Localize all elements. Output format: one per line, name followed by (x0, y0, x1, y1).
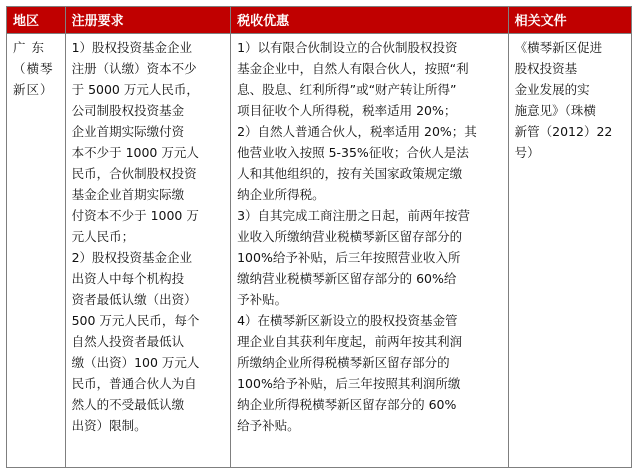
header-requirements: 注册要求 (65, 7, 231, 34)
text-line: 公司制股权投资基金 (71, 103, 185, 118)
text-line: 息、股息、红利所得”或“财产转让所得” (237, 82, 457, 97)
documents-text (509, 34, 631, 163)
text-line: 新区） (13, 82, 54, 97)
text-line: 缴（出资）100 万元人 (71, 355, 200, 370)
text-line: 4）在横琴新区新设立的股权投资基金管 (237, 313, 458, 328)
text-line: 1）以有限合伙制设立的合伙制股权投资 (237, 40, 458, 55)
text-line: 缴纳营业税横琴新区留存部分的 60%给 (237, 271, 457, 286)
text-line: 资者最低认缴（出资） (71, 292, 197, 307)
text-line: 出资人中每个机构投 (71, 271, 185, 286)
text-line: 新管（2012）22 (514, 124, 613, 139)
text-line: 人和其他组织的，按有关国家政策规定缴 (237, 166, 463, 181)
text-line: 企业首期实际缴付资 (71, 124, 185, 139)
text-line: 元人民币； (71, 229, 135, 244)
text-line: 业收入所缴纳营业税横琴新区留存部分的 (237, 229, 463, 244)
text-line: 2）自然人普通合伙人，税率适用 20%；其 (237, 124, 477, 139)
text-line: 股权投资基 (514, 61, 578, 76)
region-cell (7, 34, 66, 468)
tax-benefits-cell (231, 34, 509, 468)
requirements-text (66, 34, 231, 436)
header-documents: 相关文件 (508, 7, 631, 34)
text-line: 100%给予补贴，后三年按照营业收入所 (237, 250, 461, 265)
text-line: 3）自其完成工商注册之日起，前两年按营 (237, 208, 471, 223)
text-line: 500 万元人民币，每个 (71, 313, 200, 328)
text-line: 予补贴。 (237, 292, 288, 307)
text-line: 基金企业首期实际缴 (71, 187, 185, 202)
text-line: 出资）限制。 (71, 418, 147, 433)
text-line: 基金企业中，自然人有限合伙人，按照“利 (237, 61, 469, 76)
text-line: 他营业收入按照 5-35%征收；合伙人是法 (237, 145, 469, 160)
text-line: 民币，普通合伙人为自 (71, 376, 197, 391)
text-line: 1）股权投资基金企业 (71, 40, 193, 55)
text-line: 理企业自其获利年度起，前两年按其利润 (237, 334, 463, 349)
text-line: 自然人投资者最低认 (71, 334, 185, 349)
text-line: 金业发展的实 (514, 82, 590, 97)
text-line: 号） (514, 145, 540, 160)
text-line: 付资本不少于 1000 万 (71, 208, 199, 223)
text-line: 民币，合伙制股权投资 (71, 166, 197, 181)
text-line: 项目征收个人所得税，税率适用 20%； (237, 103, 457, 118)
region-text (7, 34, 65, 100)
documents-cell (508, 34, 631, 468)
policy-table (6, 6, 632, 468)
text-line: 2）股权投资基金企业 (71, 250, 193, 265)
text-line: 纳企业所得税。 (237, 187, 325, 202)
text-line: 于 5000 万元人民币， (71, 82, 199, 97)
text-line: 给予补贴。 (237, 418, 300, 433)
text-line: 广 东 (13, 40, 45, 55)
header-tax-benefits: 税收优惠 (231, 7, 509, 34)
text-line: 注册（认缴）资本不少 (71, 61, 197, 76)
text-line: 《横琴新区促进 (514, 40, 603, 55)
text-line: 100%给予补贴，后三年按照其利润所缴 (237, 376, 461, 391)
header-region: 地区 (7, 7, 66, 34)
text-line: 然人的不受最低认缴 (71, 397, 185, 412)
text-line: 所缴纳企业所得税横琴新区留存部分的 (237, 355, 450, 370)
text-line: 纳企业所得税横琴新区留存部分的 60% (237, 397, 457, 412)
requirements-cell (65, 34, 231, 468)
text-line: 本不少于 1000 万元人 (71, 145, 199, 160)
header-row (7, 7, 632, 34)
text-line: 施意见》（珠横 (514, 103, 596, 118)
tax-benefits-text (231, 34, 508, 436)
table-row (7, 34, 632, 468)
text-line: （横琴 (13, 61, 54, 76)
